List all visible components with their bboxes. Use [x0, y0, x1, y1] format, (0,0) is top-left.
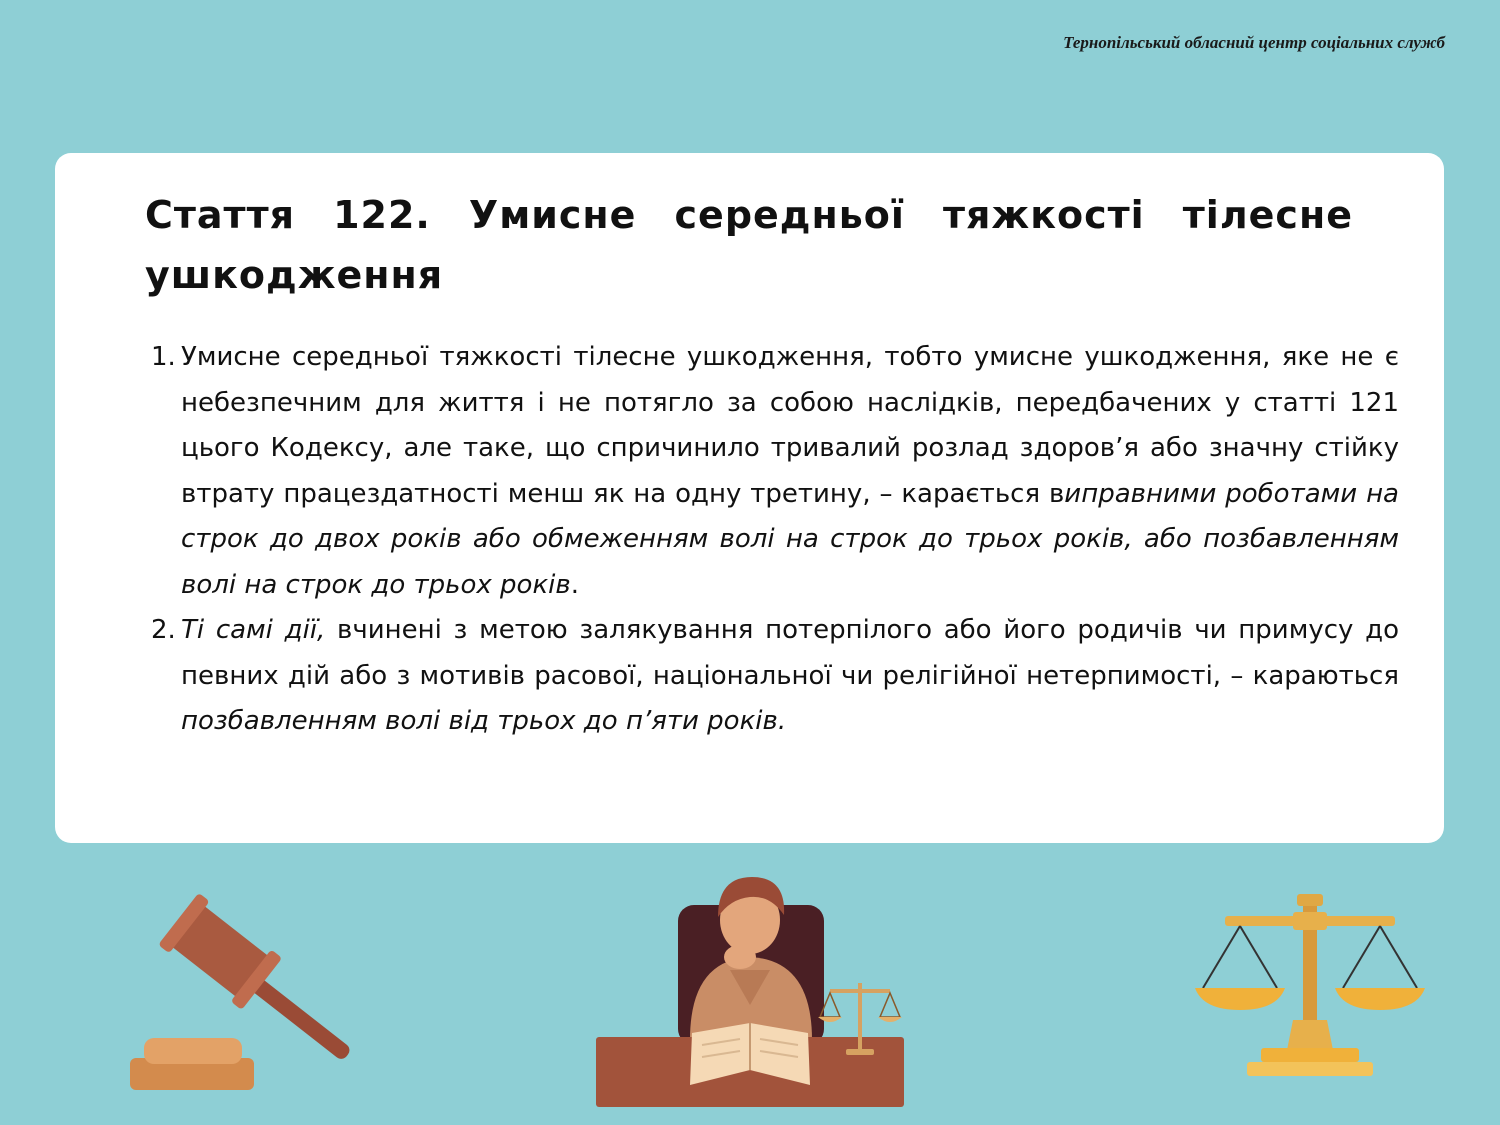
- organization-name: Тернопільський обласний центр соціальних служб: [1063, 33, 1445, 52]
- item-text: вчинені з метою залякування потерпілого або його родичів чи примусу до певних дій або з мотивів расової, національної чи релігійної нетерпимості, – караються: [181, 615, 1399, 691]
- item-number: 1.: [151, 342, 176, 372]
- scales-of-justice-icon: [1185, 890, 1435, 1090]
- item-penalty-text: позбавленням волі від трьох до п’яти років.: [181, 706, 787, 736]
- item-penalty-text: иправними роботами на строк до двох років або обмеженням волі на строк до трьох років, або позбавленням волі на строк до трьох років: [181, 478, 1399, 600]
- judge-at-desk-icon: [590, 865, 910, 1115]
- gavel-icon: [120, 890, 370, 1100]
- article-title: Стаття 122. Умисне середньої тяжкості тілесне ушкодження: [145, 193, 1353, 297]
- item-number: 2.: [151, 615, 176, 645]
- article-card: [55, 153, 1444, 843]
- item-text: Умисне середньої тяжкості тілесне ушкодження, тобто умисне ушкодження, яке не є небезпечним для життя і не потягло за собою наслідків, передбачених у статті 121 цього Кодексу, але таке, що спричинило тривалий розлад здоров’я або значну стійку втрату працездатності менш як на одну третину, – карається в: [181, 342, 1399, 509]
- item-lead-text: Ті самі дії,: [181, 615, 326, 645]
- article-item-2: [145, 608, 1399, 745]
- article-item-1: [145, 335, 1399, 608]
- article-items: [145, 335, 1399, 745]
- item-text-end: .: [570, 569, 579, 600]
